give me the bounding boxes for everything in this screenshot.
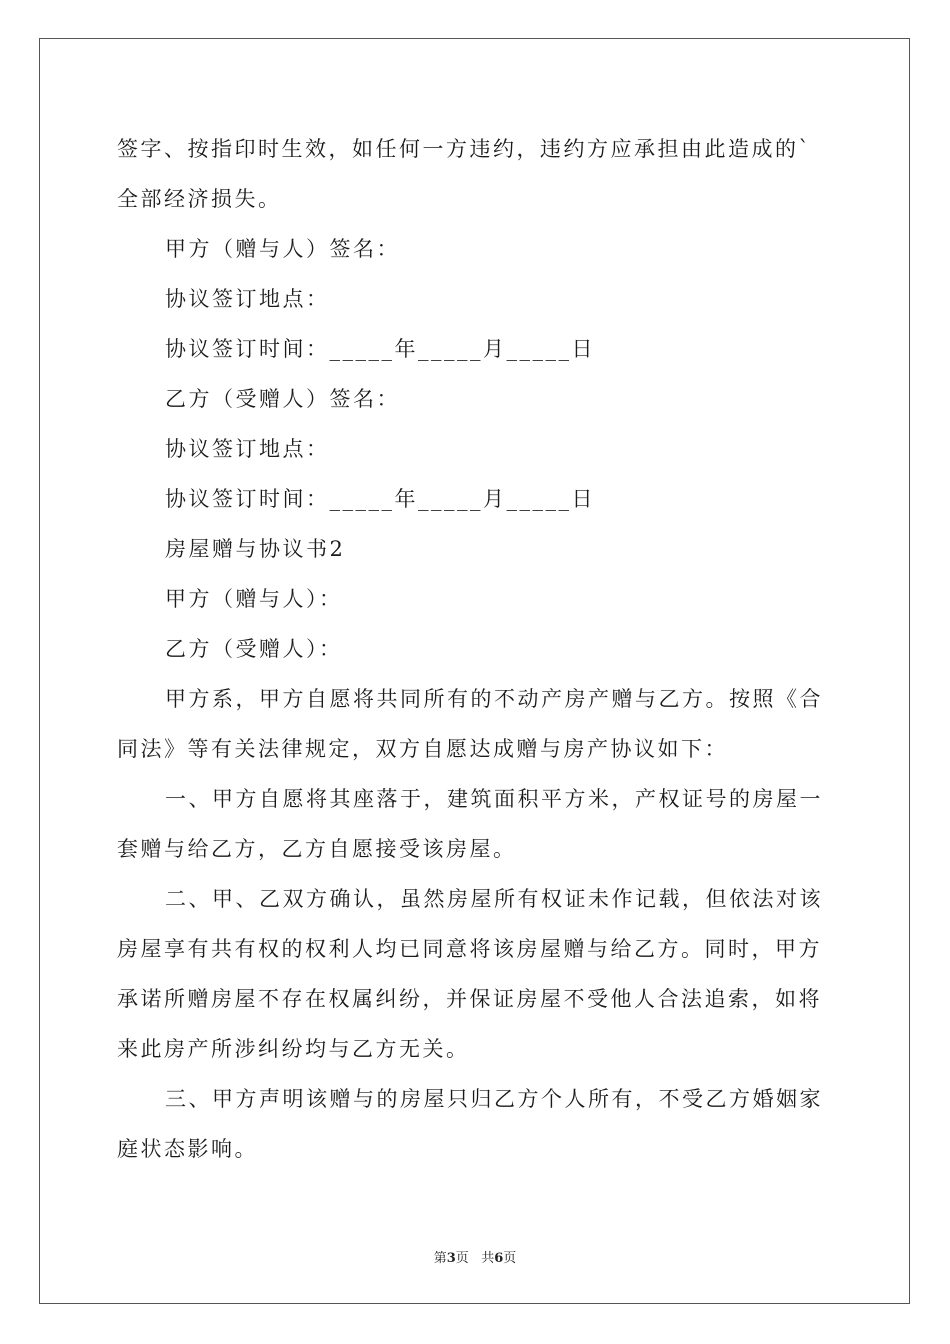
text-line: 协议签订地点： [165,287,330,311]
text-line: 一、甲方自愿将其座落于，建筑面积平方米，产权证号的房屋一 [165,787,823,811]
text-line: 三、甲方声明该赠与的房屋只归乙方个人所有，不受乙方婚姻家 [165,1087,823,1111]
page-footer [0,1247,950,1266]
text-line: 二、甲、乙双方确认，虽然房屋所有权证未作记载，但依法对该 [165,887,823,911]
total-pages: 6 [494,1251,504,1266]
page-prefix: 第 [433,1251,447,1266]
text-line: 协议签订地点： [165,437,330,461]
page-suffix: 页 [455,1251,469,1266]
text-line: 庭状态影响。 [117,1137,258,1161]
text-line: 协议签订时间：_____年_____月_____日 [165,487,595,511]
text-line: 协议签订时间：_____年_____月_____日 [165,337,595,361]
text-line: 甲方（赠与人）： [165,587,343,611]
text-line: 甲方系，甲方自愿将共同所有的不动产房产赠与乙方。按照《合 [165,687,823,711]
text-line: 签字、按指印时生效，如任何一方违约，违约方应承担由此造成的` [117,137,812,161]
text-line: 同法》等有关法律规定，双方自愿达成赠与房产协议如下： [117,737,728,761]
text-line: 全部经济损失。 [117,187,282,211]
text-line: 套赠与给乙方，乙方自愿接受该房屋。 [117,837,517,861]
total-prefix: 共 [481,1251,495,1266]
page-number: 3 [446,1251,456,1266]
text-line: 房屋享有共有权的权利人均已同意将该房屋赠与给乙方。同时，甲方 [117,937,822,961]
total-suffix: 页 [503,1251,517,1266]
section-title: 房屋赠与协议书2 [165,537,346,561]
text-line: 来此房产所涉纠纷均与乙方无关。 [117,1037,470,1061]
text-line: 乙方（受赠人）签名： [165,387,400,411]
text-line: 乙方（受赠人）： [165,637,343,661]
document-body [117,124,837,1174]
text-line: 承诺所赠房屋不存在权属纠纷，并保证房屋不受他人合法追索，如将 [117,987,822,1011]
text-line: 甲方（赠与人）签名： [165,237,400,261]
